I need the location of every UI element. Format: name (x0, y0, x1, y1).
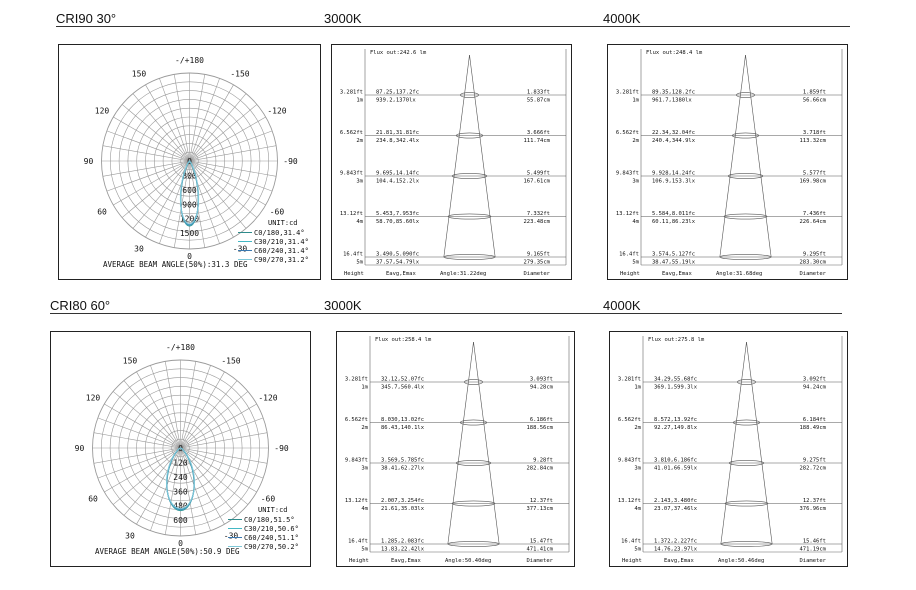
cone-height-ft: 13.12ft (339, 211, 363, 217)
cone-flux-label: Flux out:248.4 lm (646, 50, 703, 56)
polar-angle-label: 60 (97, 207, 107, 217)
cone-chart-cri80-4000k (609, 331, 848, 567)
polar-legend-entry: C90/270,50.2° (244, 543, 299, 551)
cone-diameter-cm: 283.30cm (799, 259, 826, 266)
polar-angle-label: -90 (283, 157, 298, 166)
cct-header-3000k: 3000K (324, 11, 362, 26)
cone-angle-label: Angle:31.22deg (440, 271, 487, 277)
cone-diameter-cm: 188.49cm (799, 425, 826, 431)
cone-diameter-cm: 223.48cm (523, 219, 550, 225)
polar-svg (51, 332, 310, 566)
polar-radial-label: 600 (173, 516, 188, 526)
cone-illuminance-fc: 3.490,5.090fc (376, 251, 420, 258)
cone-angle-label: Angle:50.46deg (718, 558, 765, 564)
cone-illuminance-lx: 23.07,37.46lx (654, 506, 698, 512)
cone-illuminance-lx: 345.7,560.4lx (381, 384, 425, 391)
cone-illuminance-lx: 60.11,86.23lx (652, 219, 696, 225)
cone-angle-label: Angle:31.68deg (716, 271, 763, 277)
polar-angle-label: 0 (187, 252, 192, 261)
cone-chart-cri90-3000k (331, 44, 572, 280)
polar-angle-label: 90 (83, 157, 94, 166)
cct-header-3000k: 3000K (324, 298, 362, 313)
polar-beam-angle-text: AVERAGE BEAM ANGLE(50%):31.3 DEG (103, 260, 248, 269)
cone-footer-illuminance: Eavg,Emax (664, 558, 694, 564)
cone-height-ft: 6.562ft (617, 417, 641, 423)
cone-illuminance-lx: 58.70,85.60lx (376, 219, 420, 225)
cone-illuminance-fc: 32.12,52.07fc (381, 376, 425, 383)
cone-diameter-ft: 9.275ft (802, 457, 826, 464)
cone-height-m: 1m (634, 384, 641, 391)
cone-height-ft: 3.281ft (339, 89, 363, 96)
cone-diameter-ft: 1.859ft (802, 89, 826, 96)
cone-diameter-ft: 12.37ft (802, 498, 826, 504)
cone-illuminance-lx: 234.8,342.4lx (376, 138, 420, 144)
polar-radial-label: 120 (173, 458, 188, 468)
cone-footer-illuminance: Eavg,Emax (391, 558, 421, 564)
cone-illuminance-fc: 8.030,13.02fc (381, 417, 425, 423)
polar-unit-label: UNIT:cd (258, 506, 288, 514)
cone-height-m: 4m (356, 219, 363, 225)
cct-header-4000k: 4000K (603, 298, 641, 313)
cone-illuminance-fc: 3.574,5.127fc (652, 251, 696, 258)
cone-height-m: 4m (361, 506, 368, 512)
cone-diameter-cm: 377.13cm (526, 506, 553, 512)
cone-illuminance-fc: 34.29,55.68fc (654, 376, 698, 383)
cone-svg (332, 45, 571, 279)
polar-angle-label: -120 (267, 106, 287, 116)
cone-illuminance-fc: 5.584,8.011fc (652, 211, 696, 217)
polar-legend-entry: C0/180,31.4° (254, 229, 305, 237)
cone-diameter-cm: 111.74cm (523, 138, 550, 144)
cone-height-m: 5m (634, 546, 641, 553)
cone-diameter-cm: 169.98cm (799, 178, 826, 185)
cone-footer-diameter: Diameter (799, 558, 826, 564)
polar-angle-label: 150 (122, 356, 138, 366)
cone-footer-height: Height (344, 271, 364, 277)
cone-illuminance-lx: 14.76,23.97lx (654, 546, 698, 553)
cone-illuminance-lx: 38.47,55.19lx (652, 259, 696, 266)
cone-illuminance-fc: 3.810,6.186fc (654, 457, 698, 464)
cone-illuminance-fc: 1.285,2.083fc (381, 538, 425, 545)
polar-svg (59, 45, 320, 279)
cone-footer-diameter: Diameter (523, 271, 550, 277)
polar-legend-entry: C30/210,31.4° (254, 238, 309, 246)
polar-radial-label: 600 (182, 185, 197, 195)
cone-diameter-ft: 7.436ft (802, 211, 826, 217)
cone-height-ft: 3.281ft (617, 376, 641, 383)
cone-height-ft: 13.12ft (617, 498, 641, 504)
cone-illuminance-fc: 1.372,2.227fc (654, 538, 698, 545)
cone-diameter-ft: 12.37ft (529, 498, 553, 504)
cone-diameter-cm: 471.41cm (526, 546, 553, 553)
cone-illuminance-lx: 104.4,152.2lx (376, 178, 420, 185)
cone-svg (610, 332, 847, 566)
cone-height-m: 4m (632, 219, 639, 225)
cone-diameter-cm: 282.84cm (526, 465, 553, 472)
cone-height-ft: 9.843ft (617, 457, 641, 464)
cone-diameter-ft: 3.718ft (802, 130, 826, 136)
cone-illuminance-lx: 21.61,35.03lx (381, 506, 425, 512)
polar-radial-label: 480 (173, 501, 188, 511)
cone-diameter-ft: 1.833ft (526, 89, 550, 96)
cone-diameter-ft: 9.28ft (533, 457, 553, 464)
cone-edge-left (721, 342, 747, 544)
cone-diameter-ft: 7.332ft (526, 211, 550, 217)
cone-illuminance-lx: 37.57,54.79lx (376, 259, 420, 266)
cone-illuminance-lx: 38.41,62.27lx (381, 465, 425, 472)
section-rule (50, 313, 842, 314)
cone-diameter-ft: 9.295ft (802, 251, 826, 258)
cone-height-ft: 3.281ft (344, 376, 368, 383)
cone-height-ft: 13.12ft (615, 211, 639, 217)
cone-height-m: 2m (356, 138, 363, 144)
cone-edge-left (444, 55, 470, 257)
cone-diameter-ft: 6.186ft (529, 417, 553, 423)
polar-angle-label: 30 (134, 244, 144, 254)
polar-angle-label: 30 (125, 531, 135, 541)
cone-illuminance-lx: 369.1,599.3lx (654, 384, 698, 391)
cone-flux-label: Flux out:242.6 lm (370, 50, 427, 56)
cone-height-ft: 16.4ft (619, 251, 639, 258)
polar-radial-label: 300 (182, 171, 197, 181)
cone-illuminance-fc: 9.695,14.14fc (376, 170, 420, 177)
section-title-cri80: CRI80 60° (50, 298, 111, 313)
cone-height-ft: 3.281ft (615, 89, 639, 96)
cone-illuminance-fc: 89.35,128.2fc (652, 89, 696, 96)
cone-height-m: 5m (632, 259, 639, 266)
cone-diameter-cm: 279.35cm (523, 259, 550, 266)
polar-radial-label: 900 (182, 200, 197, 210)
cone-diameter-ft: 6.184ft (802, 417, 826, 423)
cone-height-m: 3m (356, 178, 363, 185)
polar-radial-label: 1200 (179, 214, 200, 224)
cone-height-ft: 6.562ft (339, 130, 363, 136)
cone-svg (608, 45, 847, 279)
polar-angle-label: 120 (94, 106, 110, 116)
cone-footer-height: Height (620, 271, 640, 277)
polar-angle-label: -30 (232, 244, 248, 254)
polar-angle-label: -150 (221, 356, 241, 366)
cone-flux-label: Flux out:258.4 lm (375, 337, 432, 343)
cone-height-m: 2m (634, 425, 641, 431)
cone-illuminance-lx: 41.01,66.59lx (654, 465, 698, 472)
cone-diameter-cm: 282.72cm (799, 465, 826, 472)
cone-footer-illuminance: Eavg,Emax (386, 271, 416, 277)
cone-footer-height: Height (622, 558, 642, 564)
cone-height-ft: 9.843ft (339, 170, 363, 177)
cone-illuminance-lx: 240.4,344.9lx (652, 138, 696, 144)
polar-angle-label: -30 (223, 531, 239, 541)
section-rule (56, 26, 850, 27)
cone-height-m: 5m (356, 259, 363, 266)
polar-legend-entry: C60/240,31.4° (254, 247, 309, 255)
cone-height-m: 1m (356, 97, 363, 104)
cone-diameter-ft: 5.499ft (526, 170, 550, 177)
polar-chart-cri80 (50, 331, 311, 567)
cone-height-m: 2m (361, 425, 368, 431)
cone-height-m: 2m (632, 138, 639, 144)
cone-edge-right (747, 342, 773, 544)
cone-height-ft: 16.4ft (621, 538, 641, 545)
polar-legend-entry: C60/240,51.1° (244, 534, 299, 542)
cone-illuminance-fc: 87.25,137.2fc (376, 89, 420, 96)
polar-legend-entry: C90/270,31.2° (254, 256, 309, 264)
polar-angle-label: 90 (74, 444, 85, 453)
section-title-cri90: CRI90 30° (56, 11, 117, 26)
cone-height-m: 3m (361, 465, 368, 472)
cone-footer-illuminance: Eavg,Emax (662, 271, 692, 277)
cone-illuminance-fc: 2.007,3.254fc (381, 498, 425, 504)
cone-footer-diameter: Diameter (526, 558, 553, 564)
cone-illuminance-fc: 5.453,7.953fc (376, 211, 420, 217)
cone-height-ft: 9.843ft (344, 457, 368, 464)
cone-height-m: 1m (632, 97, 639, 104)
polar-beam-angle-text: AVERAGE BEAM ANGLE(50%):50.9 DEG (95, 547, 240, 556)
polar-unit-label: UNIT:cd (268, 219, 298, 227)
polar-angle-label: -150 (230, 69, 250, 79)
cone-illuminance-lx: 86.43,140.1lx (381, 425, 425, 431)
cone-height-m: 3m (634, 465, 641, 472)
polar-angle-label: 150 (131, 69, 147, 79)
cone-angle-label: Angle:50.40deg (445, 558, 492, 564)
cone-diameter-cm: 113.32cm (799, 138, 826, 144)
polar-radial-label: 240 (173, 472, 188, 482)
cone-illuminance-fc: 3.569,5.785fc (381, 457, 425, 464)
cone-illuminance-fc: 22.34,32.04fc (652, 130, 696, 136)
cone-illuminance-lx: 106.9,153.3lx (652, 178, 696, 185)
cone-height-ft: 16.4ft (343, 251, 363, 258)
polar-angle-label: -60 (260, 494, 276, 504)
polar-angle-label: 0 (178, 539, 183, 548)
cone-diameter-cm: 167.61cm (523, 178, 550, 185)
cone-edge-right (474, 342, 500, 544)
polar-angle-label: 120 (85, 393, 101, 403)
cone-diameter-cm: 94.24cm (802, 384, 826, 391)
cone-illuminance-fc: 8.572,13.92fc (654, 417, 698, 423)
polar-legend-entry: C30/210,50.6° (244, 525, 299, 533)
cone-edge-right (470, 55, 496, 257)
cone-svg (337, 332, 574, 566)
cone-diameter-cm: 56.66cm (802, 97, 826, 104)
cone-height-ft: 6.562ft (344, 417, 368, 423)
cone-diameter-cm: 376.96cm (799, 506, 826, 512)
polar-angle-label: -/+180 (175, 56, 204, 65)
cone-height-ft: 9.843ft (615, 170, 639, 177)
polar-angle-label: -/+180 (166, 343, 195, 352)
cone-diameter-ft: 15.47ft (529, 538, 553, 545)
polar-angle-label: -90 (274, 444, 289, 453)
cone-height-ft: 6.562ft (615, 130, 639, 136)
cone-height-m: 3m (632, 178, 639, 185)
cone-edge-right (746, 55, 772, 257)
cone-height-ft: 16.4ft (348, 538, 368, 545)
polar-radial-label: 0 (187, 157, 192, 166)
cone-illuminance-lx: 13.83,22.42lx (381, 546, 425, 553)
cone-height-m: 5m (361, 546, 368, 553)
cone-diameter-cm: 226.64cm (799, 219, 826, 225)
polar-angle-label: -120 (258, 393, 278, 403)
cone-diameter-cm: 471.19cm (799, 546, 826, 553)
cone-diameter-ft: 15.46ft (802, 538, 826, 545)
cone-diameter-cm: 55.87cm (526, 97, 550, 104)
polar-radial-label: 360 (173, 487, 188, 497)
cone-footer-diameter: Diameter (799, 271, 826, 277)
cone-footer-height: Height (349, 558, 369, 564)
cone-diameter-ft: 3.093ft (529, 376, 553, 383)
cone-diameter-ft: 9.165ft (526, 251, 550, 258)
cone-illuminance-fc: 21.81,31.81fc (376, 130, 420, 136)
cone-diameter-cm: 188.56cm (526, 425, 553, 431)
cone-edge-left (720, 55, 746, 257)
cone-diameter-cm: 94.28cm (529, 384, 553, 391)
cone-chart-cri80-3000k (336, 331, 575, 567)
cone-illuminance-lx: 92.27,149.8lx (654, 425, 698, 431)
cone-illuminance-lx: 961.7,1380lx (652, 97, 692, 104)
polar-radial-label: 0 (178, 444, 183, 453)
cone-height-m: 4m (634, 506, 641, 512)
cone-flux-label: Flux out:275.8 lm (648, 337, 705, 343)
polar-angle-label: -60 (269, 207, 285, 217)
polar-radial-label: 1500 (179, 229, 200, 239)
polar-chart-cri90 (58, 44, 321, 280)
cct-header-4000k: 4000K (603, 11, 641, 26)
cone-height-ft: 13.12ft (344, 498, 368, 504)
polar-legend-entry: C0/180,51.5° (244, 516, 295, 524)
cone-illuminance-fc: 9.928,14.24fc (652, 170, 696, 177)
cone-illuminance-lx: 939.2,1370lx (376, 97, 416, 104)
cone-diameter-ft: 3.666ft (526, 130, 550, 136)
cone-chart-cri90-4000k (607, 44, 848, 280)
polar-angle-label: 60 (88, 494, 98, 504)
cone-illuminance-fc: 2.143,3.480fc (654, 498, 698, 504)
cone-diameter-ft: 5.577ft (802, 170, 826, 177)
cone-edge-left (448, 342, 474, 544)
cone-height-m: 1m (361, 384, 368, 391)
cone-diameter-ft: 3.092ft (802, 376, 826, 383)
